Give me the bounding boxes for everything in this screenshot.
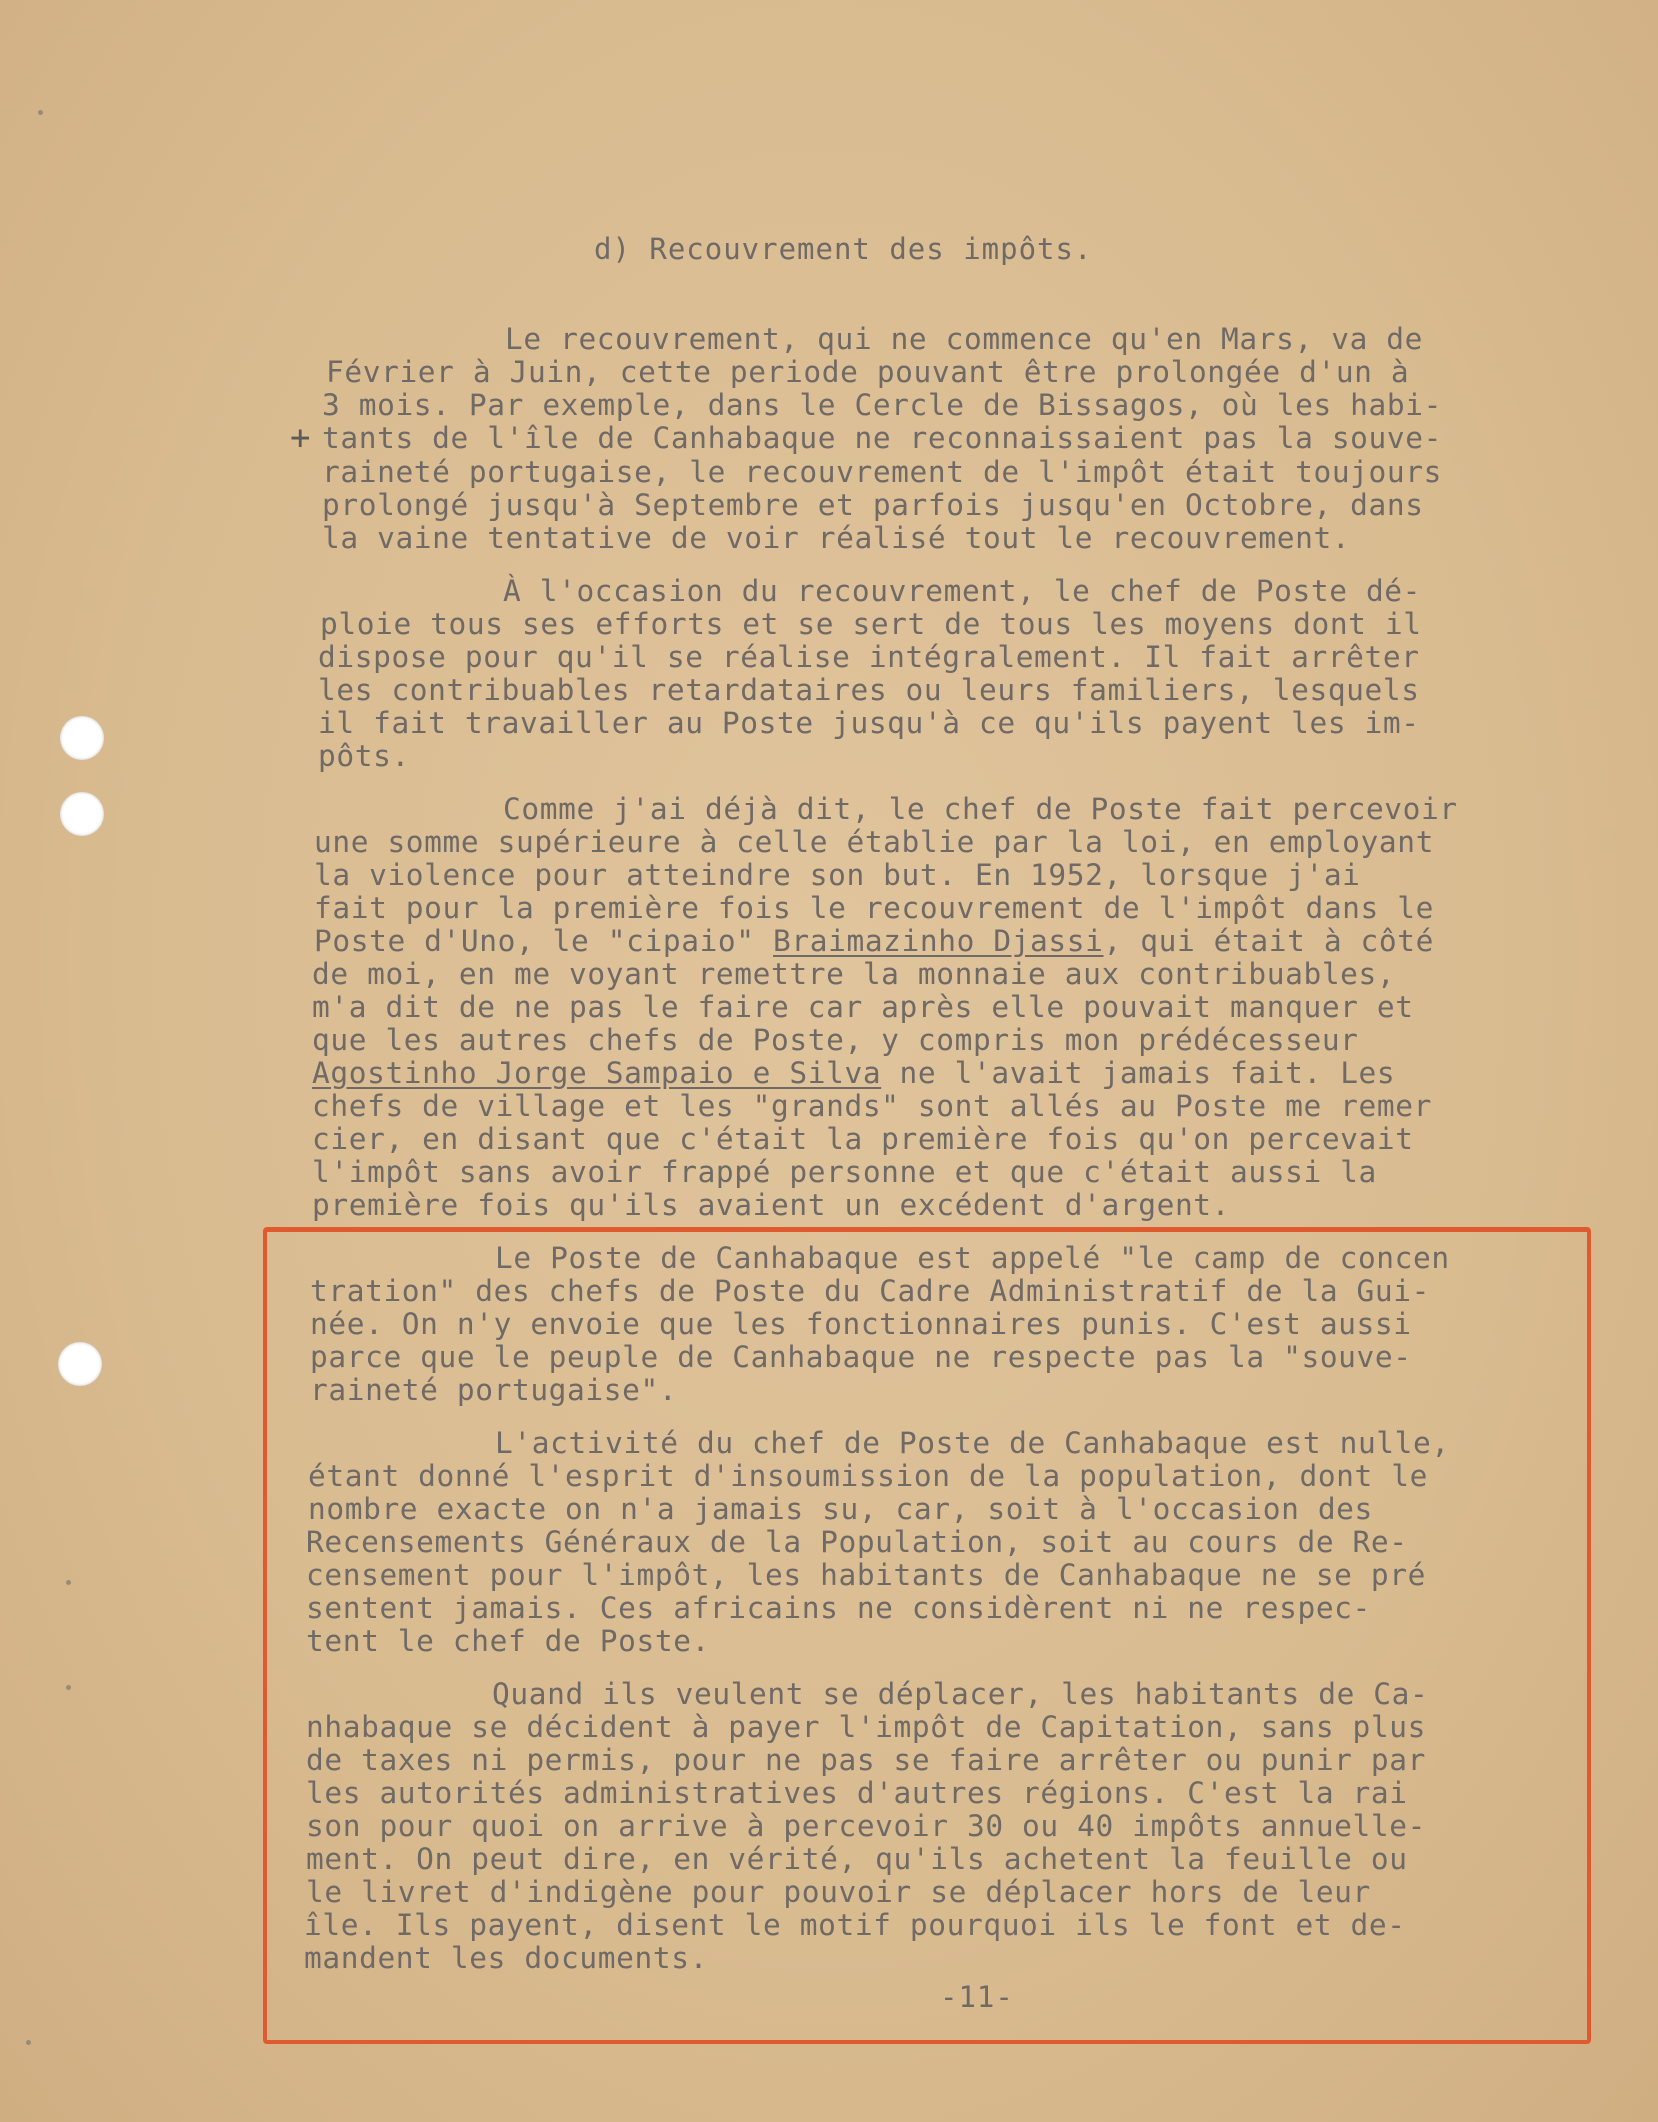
text-line: l'impôt sans avoir frappé personne et que c'était aussi la bbox=[312, 1155, 1377, 1189]
text-line: île. Ils payent, disent le motif pourquoi ils le font et de- bbox=[304, 1908, 1406, 1942]
text-line: dispose pour qu'il se réalise intégralement. Il fait arrêter bbox=[318, 640, 1420, 674]
text-line: pôts. bbox=[318, 739, 410, 773]
text-line: les autorités administratives d'autres régions. C'est la rai bbox=[306, 1776, 1408, 1810]
text-line: nhabaque se décident à payer l'impôt de Capitation, sans plus bbox=[306, 1710, 1426, 1744]
text-line: les contribuables retardataires ou leurs familiers, lesquels bbox=[318, 673, 1420, 707]
text-line: de moi, en me voyant remettre la monnaie aux contribuables, bbox=[312, 957, 1396, 991]
text-line: parce que le peuple de Canhabaque ne respecte pas la "souve- bbox=[310, 1340, 1412, 1374]
text-line: son pour quoi on arrive à percevoir 30 ou 40 impôts annuelle- bbox=[306, 1809, 1426, 1843]
text-line: Le Poste de Canhabaque est appelé "le camp de concen bbox=[495, 1241, 1450, 1275]
text-line: ment. On peut dire, en vérité, qu'ils achetent la feuille ou bbox=[306, 1842, 1408, 1876]
paper-speck bbox=[66, 1580, 71, 1585]
text-line: sentent jamais. Ces africains ne considèrent ni ne respec- bbox=[306, 1591, 1371, 1625]
page-number: -11- bbox=[940, 1980, 1014, 2014]
punch-hole-top bbox=[60, 716, 104, 760]
text-line: tants de l'île de Canhabaque ne reconnaissaient pas la souve- bbox=[322, 421, 1442, 455]
text-line: raineté portugaise". bbox=[310, 1373, 678, 1407]
text-line: tration" des chefs de Poste du Cadre Administratif de la Gui- bbox=[310, 1274, 1430, 1308]
text-line: 3 mois. Par exemple, dans le Cercle de Bissagos, où les habi- bbox=[322, 388, 1442, 422]
text-line: censement pour l'impôt, les habitants de Canhabaque ne se pré bbox=[306, 1558, 1426, 1592]
text-line: L'activité du chef de Poste de Canhabaque est nulle, bbox=[495, 1426, 1450, 1460]
text-line: tent le chef de Poste. bbox=[306, 1624, 710, 1658]
text-line: Quand ils veulent se déplacer, les habitants de Ca- bbox=[492, 1677, 1429, 1711]
text-segment: ne l'avait jamais fait. Les bbox=[881, 1056, 1396, 1090]
text-line: de taxes ni permis, pour ne pas se faire arrêter ou punir par bbox=[306, 1743, 1426, 1777]
text-line: que les autres chefs de Poste, y compris mon prédécesseur bbox=[312, 1023, 1359, 1057]
text-line: la vaine tentative de voir réalisé tout le recouvrement. bbox=[322, 521, 1351, 555]
text-line: le livret d'indigène pour pouvoir se déplacer hors de leur bbox=[306, 1875, 1371, 1909]
text-line: cier, en disant que c'était la première fois qu'on percevait bbox=[312, 1122, 1414, 1156]
paper-speck bbox=[38, 110, 43, 115]
text-line: À l'occasion du recouvrement, le chef de Poste dé- bbox=[503, 574, 1422, 608]
text-line: raineté portugaise, le recouvrement de l'impôt était toujours bbox=[322, 455, 1442, 489]
text-line: première fois qu'ils avaient un excédent d'argent. bbox=[312, 1188, 1231, 1222]
paper-speck bbox=[26, 2040, 31, 2045]
text-segment: , qui était à côté bbox=[1103, 924, 1435, 958]
text-line: étant donné l'esprit d'insoumission de la population, dont le bbox=[308, 1459, 1428, 1493]
text-line: chefs de village et les "grands" sont allés au Poste me remer bbox=[312, 1089, 1432, 1123]
margin-annotation: + bbox=[290, 418, 311, 458]
text-line: la violence pour atteindre son but. En 1952, lorsque j'ai bbox=[314, 858, 1361, 892]
text-line: il fait travailler au Poste jusqu'à ce qu'ils payent les im- bbox=[318, 706, 1420, 740]
underlined-name: Agostinho Jorge Sampaio e Silva bbox=[312, 1056, 882, 1090]
text-line: une somme supérieure à celle établie par la loi, en employant bbox=[314, 825, 1434, 859]
text-line: ploie tous ses efforts et se sert de tous les moyens dont il bbox=[320, 607, 1422, 641]
punch-hole-bottom bbox=[58, 1342, 102, 1386]
text-line bbox=[312, 1057, 1395, 1090]
text-line: Le recouvrement, qui ne commence qu'en Mars, va de bbox=[505, 322, 1424, 356]
underlined-name: Braimazinho Djassi bbox=[773, 924, 1104, 958]
section-title: d) Recouvrement des impôts. bbox=[594, 232, 1093, 266]
punch-hole-middle bbox=[60, 792, 104, 836]
text-line: m'a dit de ne pas le faire car après elle pouvait manquer et bbox=[312, 990, 1414, 1024]
text-line: née. On n'y envoie que les fonctionnaires punis. C'est aussi bbox=[310, 1307, 1412, 1341]
text-line: Février à Juin, cette periode pouvant être prolongée d'un à bbox=[326, 355, 1410, 389]
text-line bbox=[314, 925, 1434, 958]
text-line: prolongé jusqu'à Septembre et parfois jusqu'en Octobre, dans bbox=[322, 488, 1424, 522]
paper-speck bbox=[66, 1685, 71, 1690]
text-line: fait pour la première fois le recouvrement de l'impôt dans le bbox=[314, 891, 1434, 925]
text-line: mandent les documents. bbox=[304, 1941, 708, 1975]
text-line: Recensements Généraux de la Population, soit au cours de Re- bbox=[306, 1525, 1408, 1559]
text-segment: Poste d'Uno, le "cipaio" bbox=[314, 924, 774, 958]
text-line: nombre exacte on n'a jamais su, car, soit à l'occasion des bbox=[308, 1492, 1373, 1526]
text-line: Comme j'ai déjà dit, le chef de Poste fait percevoir bbox=[503, 792, 1458, 826]
